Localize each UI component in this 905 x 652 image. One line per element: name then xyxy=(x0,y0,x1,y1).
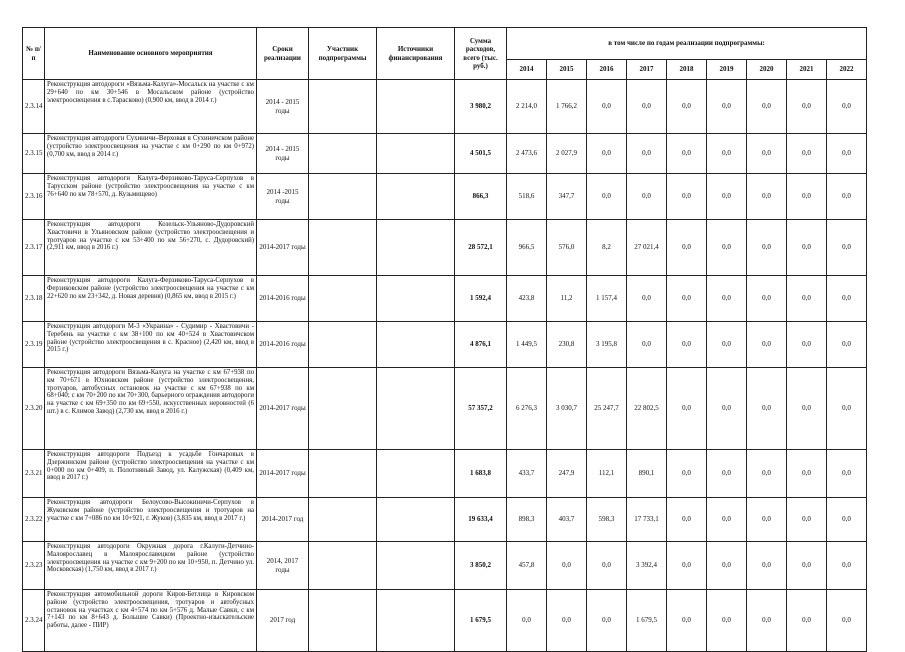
implementation-term: 2014-2017 годы xyxy=(257,220,309,276)
measure-name: Реконструкция автодороги Козельск-Ульяново-Дудоровский Хвастовичи в Ульяновском районе (устройство электроосвещения и тротуаров на участке с км 53+400 по км 56+270, с. Дудоровский) (2,911 км, ввод в 2016 г.) xyxy=(45,220,257,276)
year-amount: 0,0 xyxy=(667,590,707,652)
implementation-term: 2014 - 2015 годы xyxy=(257,80,309,134)
year-amount: 230,8 xyxy=(547,322,587,368)
year-amount: 2 473,6 xyxy=(507,134,547,174)
year-amount: 0,0 xyxy=(707,322,747,368)
implementation-term: 2014 -2015 годы xyxy=(257,174,309,220)
year-amount: 0,0 xyxy=(667,276,707,322)
year-amount: 403,7 xyxy=(547,498,587,542)
year-amount: 0,0 xyxy=(747,590,787,652)
implementation-term: 2014 - 2015 годы xyxy=(257,134,309,174)
year-amount: 25 247,7 xyxy=(587,368,627,450)
year-amount: 0,0 xyxy=(667,450,707,498)
sources-cell xyxy=(377,220,455,276)
total-amount: 866,3 xyxy=(455,174,507,220)
sources-cell xyxy=(377,542,455,590)
header-year: 2022 xyxy=(827,60,867,80)
total-amount: 1 592,4 xyxy=(455,276,507,322)
year-amount: 0,0 xyxy=(587,542,627,590)
implementation-term: 2014-2016 годы xyxy=(257,276,309,322)
year-amount: 6 276,3 xyxy=(507,368,547,450)
year-amount: 0,0 xyxy=(787,134,827,174)
participant-cell xyxy=(309,590,377,652)
year-amount: 0,0 xyxy=(707,542,747,590)
row-number: 2.3.18 xyxy=(23,276,45,322)
year-amount: 0,0 xyxy=(627,134,667,174)
year-amount: 0,0 xyxy=(707,80,747,134)
total-amount: 28 572,1 xyxy=(455,220,507,276)
year-amount: 0,0 xyxy=(707,590,747,652)
row-number: 2.3.17 xyxy=(23,220,45,276)
year-amount: 898,3 xyxy=(507,498,547,542)
year-amount: 0,0 xyxy=(747,174,787,220)
year-amount: 0,0 xyxy=(627,80,667,134)
year-amount: 247,9 xyxy=(547,450,587,498)
year-amount: 112,1 xyxy=(587,450,627,498)
year-amount: 8,2 xyxy=(587,220,627,276)
year-amount: 0,0 xyxy=(707,134,747,174)
participant-cell xyxy=(309,276,377,322)
year-amount: 0,0 xyxy=(587,134,627,174)
program-table xyxy=(22,27,867,652)
table-row xyxy=(23,134,867,174)
year-amount: 0,0 xyxy=(747,80,787,134)
year-amount: 0,0 xyxy=(787,590,827,652)
sources-cell xyxy=(377,322,455,368)
year-amount: 3 030,7 xyxy=(547,368,587,450)
year-amount: 0,0 xyxy=(507,590,547,652)
header-year: 2017 xyxy=(627,60,667,80)
measure-name: Реконструкция автодороги «Вязьма-Калуга»-Мосальск на участке с км 29+640 по км 30+546 в Мосальском районе (устройство электроосвещения в с.Тарасково) (0,900 км, ввод в 2014 г.) xyxy=(45,80,257,134)
year-amount: 0,0 xyxy=(787,322,827,368)
table-row xyxy=(23,368,867,450)
year-amount: 2 027,9 xyxy=(547,134,587,174)
year-amount: 1 766,2 xyxy=(547,80,587,134)
year-amount: 0,0 xyxy=(667,498,707,542)
measure-name: Реконструкция автодороги Подъезд к усадьбе Гончаровых в Дзержинском районе (устройство электроосвещения на участке с км 0+000 по км 0+409, п. Полотняный Завод, ул. Калужская) (0,409 км, ввод в 2017 г.) xyxy=(45,450,257,498)
total-amount: 57 357,2 xyxy=(455,368,507,450)
year-amount: 576,0 xyxy=(547,220,587,276)
measure-name: Реконструкция автодороги Белоусово-Высокиничи-Серпухов в Жуковском районе (устройство электроосвещения и тротуаров на участке с км 7+086 по км 10+921, г. Жуков) (3,835 км, ввод в 2017 г.) xyxy=(45,498,257,542)
sources-cell xyxy=(377,134,455,174)
year-amount: 0,0 xyxy=(667,174,707,220)
table-row xyxy=(23,590,867,652)
header-year: 2020 xyxy=(747,60,787,80)
year-amount: 0,0 xyxy=(827,590,867,652)
total-amount: 3 980,2 xyxy=(455,80,507,134)
year-amount: 22 802,5 xyxy=(627,368,667,450)
implementation-term: 2014-2017 год xyxy=(257,498,309,542)
participant-cell xyxy=(309,134,377,174)
row-number: 2.3.20 xyxy=(23,368,45,450)
header-sources: Источники финансирования xyxy=(377,28,455,80)
row-number: 2.3.19 xyxy=(23,322,45,368)
row-number: 2.3.14 xyxy=(23,80,45,134)
sources-cell xyxy=(377,498,455,542)
year-amount: 0,0 xyxy=(827,220,867,276)
header-year: 2018 xyxy=(667,60,707,80)
header-year: 2014 xyxy=(507,60,547,80)
year-amount: 0,0 xyxy=(707,450,747,498)
table-row xyxy=(23,174,867,220)
year-amount: 0,0 xyxy=(667,134,707,174)
year-amount: 0,0 xyxy=(747,368,787,450)
year-amount: 0,0 xyxy=(827,450,867,498)
measure-name: Реконструкция автодороги Вязьма-Калуга на участке с км 67+938 по км 70+671 в Юхновском районе (устройство электроосвещения, тротуаров, автобусных остановок на участке с км 67+938 по км 68+040; с км 70+200 по км 70+300, барьерного ограждения автодороги на участке с км 69+350 по км 69+550, искусственных неровностей (6 шт.) в с. Климов Завод) (2,730 км, ввод в 2016 г.) xyxy=(45,368,257,450)
row-number: 2.3.21 xyxy=(23,450,45,498)
year-amount: 0,0 xyxy=(627,276,667,322)
row-number: 2.3.22 xyxy=(23,498,45,542)
year-amount: 0,0 xyxy=(707,276,747,322)
total-amount: 19 633,4 xyxy=(455,498,507,542)
year-amount: 0,0 xyxy=(667,368,707,450)
year-amount: 0,0 xyxy=(547,590,587,652)
year-amount: 347,7 xyxy=(547,174,587,220)
year-amount: 0,0 xyxy=(787,368,827,450)
year-amount: 0,0 xyxy=(787,498,827,542)
participant-cell xyxy=(309,368,377,450)
participant-cell xyxy=(309,322,377,368)
sources-cell xyxy=(377,174,455,220)
year-amount: 0,0 xyxy=(827,276,867,322)
year-amount: 518,6 xyxy=(507,174,547,220)
year-amount: 0,0 xyxy=(787,276,827,322)
row-number: 2.3.23 xyxy=(23,542,45,590)
year-amount: 27 021,4 xyxy=(627,220,667,276)
year-amount: 0,0 xyxy=(747,322,787,368)
table-row xyxy=(23,80,867,134)
participant-cell xyxy=(309,542,377,590)
measure-name: Реконструкция автодороги М-3 «Украина» - Судимир - Хвастовичи - Теребень на участке с км 38+100 по км 40+524 в Хвастовичском районе (устройство электроосвещения в с. Красное) (2,420 км, ввод в 2015 г.) xyxy=(45,322,257,368)
year-amount: 423,8 xyxy=(507,276,547,322)
year-amount: 0,0 xyxy=(827,542,867,590)
sources-cell xyxy=(377,276,455,322)
row-number: 2.3.15 xyxy=(23,134,45,174)
row-number: 2.3.16 xyxy=(23,174,45,220)
table-row xyxy=(23,542,867,590)
year-amount: 0,0 xyxy=(747,450,787,498)
sources-cell xyxy=(377,80,455,134)
year-amount: 890,1 xyxy=(627,450,667,498)
row-number: 2.3.24 xyxy=(23,590,45,652)
year-amount: 0,0 xyxy=(827,368,867,450)
year-amount: 0,0 xyxy=(747,276,787,322)
header-term: Сроки реализации xyxy=(257,28,309,80)
measure-name: Реконструкция автомобильной дороги Киров-Бетлица в Кировском районе (устройство электроосвещения, тротуаров и автобусных остановок на участках с км 4+574 по км 5+576 д. Малые Савки, с км 7+143 по км 8+643 д. Большие Савки) (Проектно-изыскательские работы, далее - ПИР) xyxy=(45,590,257,652)
year-amount: 0,0 xyxy=(627,174,667,220)
total-amount: 4 501,5 xyxy=(455,134,507,174)
year-amount: 3 392,4 xyxy=(627,542,667,590)
year-amount: 0,0 xyxy=(707,220,747,276)
sources-cell xyxy=(377,590,455,652)
year-amount: 0,0 xyxy=(587,80,627,134)
sources-cell xyxy=(377,368,455,450)
implementation-term: 2014-2016 годы xyxy=(257,322,309,368)
year-amount: 0,0 xyxy=(787,542,827,590)
table-row xyxy=(23,450,867,498)
year-amount: 0,0 xyxy=(587,174,627,220)
table-row xyxy=(23,322,867,368)
measure-name: Реконструкция автодороги Окружная дорога г.Калуги-Детчино-Малоярославец в Малоярославецком районе (устройство электроосвещения на участке с км 9+200 по км 10+950, п. Детчино ул. Московская) (1,750 км, ввод в 2017 г.) xyxy=(45,542,257,590)
header-participant: Участник подпрограммы xyxy=(309,28,377,80)
year-amount: 0,0 xyxy=(667,80,707,134)
year-amount: 0,0 xyxy=(747,542,787,590)
year-amount: 0,0 xyxy=(747,220,787,276)
header-total: Сумма расходов, всего (тыс. руб.) xyxy=(455,28,507,80)
header-years-group: в том числе по годам реализации подпрограммы: xyxy=(507,28,867,60)
participant-cell xyxy=(309,450,377,498)
total-amount: 1 679,5 xyxy=(455,590,507,652)
participant-cell xyxy=(309,220,377,276)
table-row xyxy=(23,220,867,276)
year-amount: 17 733,1 xyxy=(627,498,667,542)
year-amount: 966,5 xyxy=(507,220,547,276)
year-amount: 0,0 xyxy=(547,542,587,590)
year-amount: 0,0 xyxy=(827,174,867,220)
year-amount: 0,0 xyxy=(667,542,707,590)
year-amount: 457,8 xyxy=(507,542,547,590)
table-row xyxy=(23,498,867,542)
implementation-term: 2014-2017 годы xyxy=(257,450,309,498)
participant-cell xyxy=(309,498,377,542)
header-year: 2019 xyxy=(707,60,747,80)
header-year: 2016 xyxy=(587,60,627,80)
implementation-term: 2017 год xyxy=(257,590,309,652)
measure-name: Реконструкция автодороги Калуга-Ферзиково-Таруса-Серпухов в Тарусском районе (устройство электроосвещения на участке с км 76+640 по км 78+570, д. Кузьмищево) xyxy=(45,174,257,220)
year-amount: 0,0 xyxy=(827,80,867,134)
year-amount: 0,0 xyxy=(787,220,827,276)
year-amount: 1 157,4 xyxy=(587,276,627,322)
year-amount: 0,0 xyxy=(827,322,867,368)
year-amount: 433,7 xyxy=(507,450,547,498)
year-amount: 0,0 xyxy=(587,590,627,652)
year-amount: 0,0 xyxy=(747,134,787,174)
sources-cell xyxy=(377,450,455,498)
year-amount: 2 214,0 xyxy=(507,80,547,134)
year-amount: 0,0 xyxy=(827,498,867,542)
table-row xyxy=(23,276,867,322)
total-amount: 4 876,1 xyxy=(455,322,507,368)
year-amount: 0,0 xyxy=(787,174,827,220)
year-amount: 0,0 xyxy=(787,80,827,134)
year-amount: 0,0 xyxy=(787,450,827,498)
implementation-term: 2014-2017 годы xyxy=(257,368,309,450)
year-amount: 0,0 xyxy=(667,220,707,276)
participant-cell xyxy=(309,174,377,220)
year-amount: 0,0 xyxy=(627,322,667,368)
total-amount: 3 850,2 xyxy=(455,542,507,590)
year-amount: 598,3 xyxy=(587,498,627,542)
header-name: Наименование основного мероприятия xyxy=(45,28,257,80)
year-amount: 0,0 xyxy=(667,322,707,368)
year-amount: 0,0 xyxy=(707,498,747,542)
header-year: 2015 xyxy=(547,60,587,80)
year-amount: 0,0 xyxy=(747,498,787,542)
participant-cell xyxy=(309,80,377,134)
year-amount: 1 679,5 xyxy=(627,590,667,652)
year-amount: 0,0 xyxy=(707,174,747,220)
measure-name: Реконструкция автодороги Сухиничи–Верховая в Сухиничском районе (устройство электроосвещения на участке с км 0+290 по км 0+972) (0,700 км, ввод в 2014 г.) xyxy=(45,134,257,174)
year-amount: 3 195,8 xyxy=(587,322,627,368)
measure-name: Реконструкция автодороги Калуга-Ферзиково-Таруса-Серпухов в Ферзиковском районе (устройство электроосвещения на участке с км 22+620 по км 23+342, д. Новая деревня) (0,865 км, ввод в 2015 г.) xyxy=(45,276,257,322)
year-amount: 1 449,5 xyxy=(507,322,547,368)
header-number: № п/п xyxy=(23,28,45,80)
year-amount: 11,2 xyxy=(547,276,587,322)
header-year: 2021 xyxy=(787,60,827,80)
total-amount: 1 683,8 xyxy=(455,450,507,498)
implementation-term: 2014, 2017 годы xyxy=(257,542,309,590)
year-amount: 0,0 xyxy=(707,368,747,450)
year-amount: 0,0 xyxy=(827,134,867,174)
